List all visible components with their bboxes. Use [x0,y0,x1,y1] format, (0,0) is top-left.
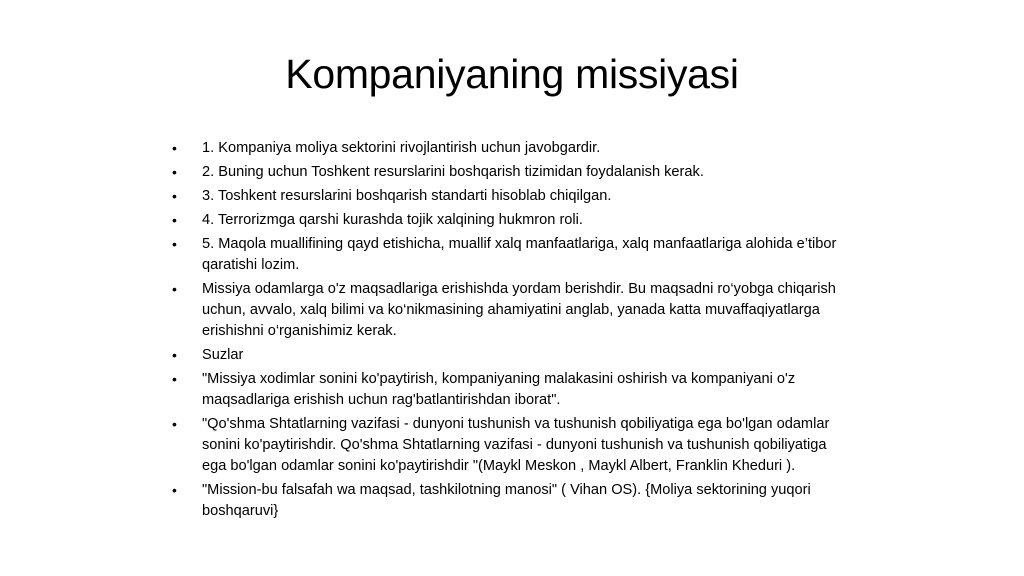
list-item [172,210,852,231]
list-item-text: Suzlar [202,347,244,363]
list-item [172,138,852,159]
list-item-text: "Missiya xodimlar sonini ko'paytirish, kompaniyaning malakasini oshirish va kompaniyani o'z maqsadlariga erishish uchun rag'batlantirishdan iborat". [202,371,796,408]
list-item [172,414,852,477]
list-item-text: "Mission-bu falsafah wa maqsad, tashkilotning manosi" ( Vihan OS). {Moliya sektorining yuqori boshqaruvi} [202,482,811,519]
list-item [172,480,852,522]
bullet-icon: • [172,164,177,180]
bullet-icon: • [172,482,177,498]
list-item-text: 5. Maqola muallifining qayd etishicha, muallif xalq manfaatlariga, xalq manfaatlariga alohida e’tibor qaratishi lozim. [202,236,837,273]
list-item [172,345,852,366]
list-item-text: 3. Toshkent resurslarini boshqarish standarti hisoblab chiqilgan. [202,188,612,204]
bullet-icon: • [172,281,177,297]
list-item [172,186,852,207]
list-item-text: "Qo'shma Shtatlarning vazifasi - dunyoni tushunish va tushunish qobiliyatiga ega bo'lgan odamlar sonini ko'paytirishdir. Qo'shma Shtatlarning vazifasi - dunyoni tushunish va tushunish qobiliyatiga ega bo'lgan odamlar sonini ko'paytirishdir "(Maykl Meskon , Maykl Albert, Franklin Kheduri ). [202,416,830,474]
list-item [172,234,852,276]
list-item-text: 4. Terrorizmga qarshi kurashda tojik xalqining hukmron roli. [202,212,583,228]
bullet-list [172,138,852,525]
list-item-text: Missiya odamlarga o'z maqsadlariga erishishda yordam berishdir. Bu maqsadni ro‘yobga chiqarish uchun, avvalo, xalq bilimi va ko‘nikmasining ahamiyatini anglab, yanada katta muvaffaqiyatlarga erishishni o‘rganishimiz kerak. [202,281,836,339]
bullet-icon: • [172,416,177,432]
bullet-icon: • [172,347,177,363]
list-item-text: 1. Kompaniya moliya sektorini rivojlantirish uchun javobgardir. [202,140,601,156]
bullet-icon: • [172,188,177,204]
bullet-icon: • [172,212,177,228]
bullet-icon: • [172,236,177,252]
list-item [172,369,852,411]
slide-title: Kompaniyaning missiyasi [285,51,739,97]
list-item [172,279,852,342]
bullet-icon: • [172,371,177,387]
list-item [172,162,852,183]
list-item-text: 2. Buning uchun Toshkent resurslarini boshqarish tizimidan foydalanish kerak. [202,164,704,180]
bullet-icon: • [172,140,177,156]
